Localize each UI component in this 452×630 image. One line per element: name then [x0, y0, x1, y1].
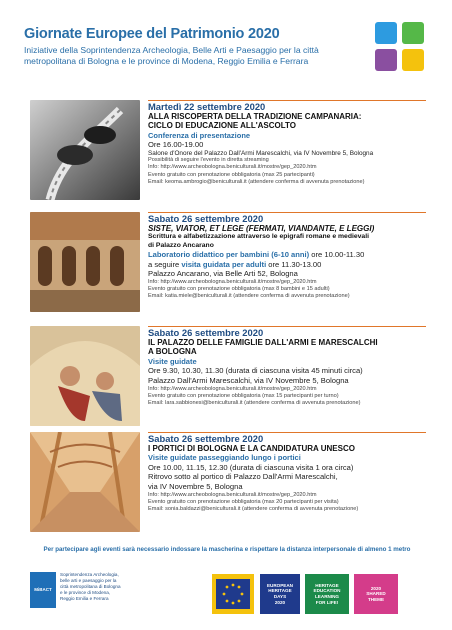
logo-line: FOR LIFE! — [315, 599, 339, 605]
european-heritage-days-logo — [260, 574, 300, 614]
covid-notice: Per partecipare agli eventi sarà necessario indossare la mascherina e rispettare la distanza interpersonale di almeno 1 metro — [43, 546, 411, 553]
event-text — [148, 432, 426, 513]
sabap-name — [60, 572, 140, 602]
event-type-line — [148, 250, 426, 260]
eu-flag-logo — [212, 574, 254, 614]
event-time: Ore 9.30, 10.30, 11.30 (durata di ciascuna visita 45 minuti circa) — [148, 366, 363, 376]
event-place: Salone d'Onore del Palazzo Dall'Armi Marescalchi, via IV Novembre 5, Bologna — [148, 149, 374, 157]
event-card — [30, 432, 426, 540]
event-title: I PORTICI DI BOLOGNA E LA CANDIDATURA UNESCO — [148, 443, 355, 453]
logo-line: HERITAGE — [268, 588, 292, 594]
event-date: Sabato 26 settembre 2020 — [148, 212, 426, 224]
logo-line: SHARED — [366, 591, 386, 597]
event-card — [30, 212, 426, 318]
event-text — [148, 326, 426, 407]
event-info-link[interactable]: Info: http://www.archeobologna.beniculturali.it/mostre/gep_2020.htm — [148, 278, 317, 285]
subtitle-line: metropolitana di Bologna e le province di Modena, Reggio Emilia e Ferrara — [24, 56, 309, 66]
event-booking: Evento gratuito con prenotazione obbligatoria (max 8 bambini e 15 adulti) — [148, 285, 330, 292]
sabap-line: belle arti e paesaggio per la — [60, 578, 117, 583]
event-text — [148, 212, 426, 300]
sabap-line: Reggio Emilia e Ferrara — [60, 596, 109, 601]
event-title: A BOLOGNA — [148, 347, 197, 357]
bell-rope-photo — [30, 100, 140, 200]
event-type: Visite guidate passeggiando lungo i portici — [148, 453, 301, 463]
page-title: Giornate Europee del Patrimonio 2020 — [24, 26, 280, 42]
event-booking: Evento gratuito con prenotazione obbligatoria (max 15 partecipanti per turno) — [148, 392, 339, 399]
logo-line: EUROPEAN — [266, 582, 294, 588]
logo-line: HERITAGE — [315, 582, 339, 588]
portici-photo — [30, 432, 140, 532]
event-type: visita guidata per adulti — [181, 259, 267, 269]
event-subtitle: di Palazzo Ancarano — [148, 241, 214, 249]
logo-line: 2020 — [370, 585, 382, 591]
palazzo-photo — [30, 212, 140, 312]
page-subtitle — [24, 45, 374, 67]
green-square — [402, 22, 424, 44]
logo-line: 2020 — [274, 599, 286, 605]
event-title: CICLO DI EDUCAZIONE ALL'ASCOLTO — [148, 121, 296, 131]
event-date: Sabato 26 settembre 2020 — [148, 432, 426, 444]
event-time: ore 10.00-11.30 — [309, 250, 365, 259]
event-booking: Evento gratuito con prenotazione obbligatoria (max 20 partecipanti per visita) — [148, 498, 339, 505]
event-title: SISTE, VIATOR, ET LEGE (FERMATI, VIANDANTE, E LEGGI) — [148, 223, 375, 233]
mibact-logo: MiBACT — [30, 572, 56, 608]
event-email[interactable]: Email: keoma.ambrogio@beniculturali.it (attendere conferma di avvenuta prenotazione) — [148, 178, 365, 185]
event-email[interactable]: Email: lara.sabbionesi@beniculturali.it (attendere conferma di avvenuta prenotazione) — [148, 399, 361, 406]
event-second-line — [148, 260, 426, 270]
shared-theme-logo — [354, 574, 398, 614]
logo-line: EDUCATION — [313, 588, 341, 594]
decor-squares — [375, 22, 427, 74]
blue-square — [375, 22, 397, 44]
event-subtitle: Scrittura e alfabetizzazione attraverso le epigrafi romane e medievali — [148, 233, 369, 241]
event-card — [30, 100, 426, 204]
sabap-line: e le province di Modena, — [60, 590, 111, 595]
event-text — [148, 100, 426, 186]
event-info-link[interactable]: Info: http://www.archeobologna.beniculturali.it/mostre/gep_2020.htm — [148, 491, 317, 498]
event-line-prefix: a seguire — [148, 259, 182, 269]
event-booking: Evento gratuito con prenotazione obbligatoria (max 25 partecipanti) — [148, 171, 315, 178]
purple-square — [375, 49, 397, 71]
footer — [24, 568, 430, 618]
yellow-square — [402, 49, 424, 71]
header — [24, 26, 374, 67]
fresco-photo — [30, 326, 140, 426]
heritage-education-logo — [305, 574, 349, 614]
event-type: Conferenza di presentazione — [148, 130, 251, 140]
event-time: ore 11.30-13.00 — [266, 259, 322, 269]
event-title: IL PALAZZO DELLE FAMIGLIE DALL'ARMI E MARESCALCHI — [148, 337, 378, 347]
event-place: via IV Novembre 5, Bologna — [148, 481, 243, 491]
event-info-link[interactable]: Info: http://www.archeobologna.beniculturali.it/mostre/gep_2020.htm — [148, 164, 317, 171]
event-time: Ore 10.00, 11.15, 12.30 (durata di ciascuna visita 1 ora circa) — [148, 462, 354, 472]
event-note: Possibilità di seguire l'evento in diretta streaming — [148, 157, 269, 164]
event-time: Ore 16.00-19.00 — [148, 140, 204, 150]
event-email[interactable]: Email: katia.miele@beniculturali.it (attendere conferma di avvenuta prenotazione) — [148, 293, 350, 300]
sabap-line: Soprintendenza Archeologia, — [60, 572, 119, 577]
event-title: ALLA RISCOPERTA DELLA TRADIZIONE CAMPANARIA: — [148, 111, 362, 121]
event-date: Martedì 22 settembre 2020 — [148, 100, 426, 112]
event-place: Palazzo Dall'Armi Marescalchi, via IV Novembre 5, Bologna — [148, 375, 349, 385]
logo-line: DAYS — [273, 594, 287, 599]
event-place: Ritrovo sotto al portico di Palazzo Dall'Armi Marescalchi, — [148, 472, 338, 482]
event-place: Palazzo Ancarano, via Belle Arti 52, Bologna — [148, 269, 298, 279]
event-email[interactable]: Email: sonia.baldazzi@beniculturali.it (attendere conferma di avvenuta prenotazione) — [148, 505, 359, 512]
logo-line: LEARNING — [315, 594, 339, 599]
sabap-line: città metropolitana di Bologna — [60, 584, 121, 589]
subtitle-line: Iniziative della Soprintendenza Archeologia, Belle Arti e Paesaggio per la città — [24, 45, 319, 55]
event-type: Laboratorio didattico per bambini (6-10 anni) — [148, 250, 310, 259]
eu-stars-icon — [216, 579, 250, 609]
event-info-link[interactable]: Info: http://www.archeobologna.beniculturali.it/mostre/gep_2020.htm — [148, 385, 317, 392]
event-date: Sabato 26 settembre 2020 — [148, 326, 426, 338]
event-card — [30, 326, 426, 426]
logo-line: THEME — [367, 596, 385, 602]
event-type: Visite guidate — [148, 356, 197, 366]
